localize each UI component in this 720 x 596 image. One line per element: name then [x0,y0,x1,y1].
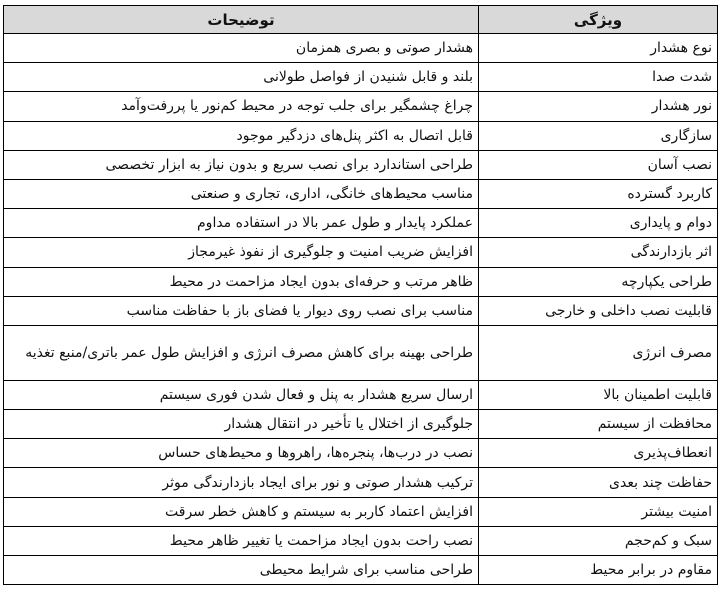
feature-cell[interactable]: امنیت بیشتر [479,497,718,526]
table-row [4,468,718,497]
feature-cell[interactable]: کاربرد گسترده [479,179,718,208]
table-row [4,209,718,238]
table-row [4,150,718,179]
description-cell[interactable]: چراغ چشمگیر برای جلب توجه در محیط کم‌نور یا پررفت‌وآمد [4,92,479,121]
description-cell[interactable]: افزایش اعتماد کاربر به سیستم و کاهش خطر سرقت [4,497,479,526]
description-cell[interactable]: قابل اتصال به اکثر پنل‌های دزدگیر موجود [4,121,479,150]
table-row [4,410,718,439]
table-row [4,497,718,526]
description-cell[interactable]: مناسب محیط‌های خانگی، اداری، تجاری و صنعتی [4,179,479,208]
table-row [4,296,718,325]
feature-cell[interactable]: شدت صدا [479,63,718,92]
table-row [4,380,718,409]
description-cell[interactable]: ترکیب هشدار صوتی و نور برای ایجاد بازدارندگی موثر [4,468,479,497]
description-cell[interactable]: جلوگیری از اختلال یا تأخیر در انتقال هشدار [4,410,479,439]
feature-cell[interactable]: دوام و پایداری [479,209,718,238]
table-row [4,34,718,63]
table-row [4,92,718,121]
description-cell[interactable]: ارسال سریع هشدار به پنل و فعال شدن فوری سیستم [4,380,479,409]
feature-cell[interactable]: طراحی یکپارچه [479,267,718,296]
description-cell[interactable]: نصب راحت بدون ایجاد مزاحمت یا تغییر ظاهر محیط [4,526,479,555]
description-cell[interactable]: بلند و قابل شنیدن از فواصل طولانی [4,63,479,92]
feature-cell[interactable]: مصرف انرژی [479,325,718,380]
feature-cell[interactable]: نصب آسان [479,150,718,179]
features-table [3,5,718,585]
feature-cell[interactable]: انعطاف‌پذیری [479,439,718,468]
feature-cell[interactable]: قابلیت اطمینان بالا [479,380,718,409]
description-cell[interactable]: طراحی بهینه برای کاهش مصرف انرژی و افزایش طول عمر باتری/منبع تغذیه [4,325,479,380]
description-cell[interactable]: ظاهر مرتب و حرفه‌ای بدون ایجاد مزاحمت در محیط [4,267,479,296]
header-description: توضیحات [4,6,479,34]
table-header-row [4,6,718,34]
table-row [4,325,718,380]
feature-cell[interactable]: حفاظت چند بعدی [479,468,718,497]
table-row [4,179,718,208]
description-cell[interactable]: افزایش ضریب امنیت و جلوگیری از نفوذ غیرمجاز [4,238,479,267]
feature-cell[interactable]: قابلیت نصب داخلی و خارجی [479,296,718,325]
table-row [4,556,718,585]
description-cell[interactable]: مناسب برای نصب روی دیوار یا فضای باز با حفاظت مناسب [4,296,479,325]
feature-cell[interactable]: محافظت از سیستم [479,410,718,439]
table-row [4,63,718,92]
feature-cell[interactable]: نوع هشدار [479,34,718,63]
feature-cell[interactable]: اثر بازدارندگی [479,238,718,267]
feature-cell[interactable]: مقاوم در برابر محیط [479,556,718,585]
table-row [4,121,718,150]
feature-cell[interactable]: نور هشدار [479,92,718,121]
description-cell[interactable]: هشدار صوتی و بصری همزمان [4,34,479,63]
feature-cell[interactable]: سازگاری [479,121,718,150]
description-cell[interactable]: طراحی استاندارد برای نصب سریع و بدون نیاز به ابزار تخصصی [4,150,479,179]
table-row [4,526,718,555]
table-row [4,267,718,296]
description-cell[interactable]: عملکرد پایدار و طول عمر بالا در استفاده مداوم [4,209,479,238]
table-row [4,439,718,468]
description-cell[interactable]: نصب در درب‌ها، پنجره‌ها، راهروها و محیط‌های حساس [4,439,479,468]
description-cell[interactable]: طراحی مناسب برای شرایط محیطی [4,556,479,585]
header-feature: ویژگی [479,6,718,34]
feature-cell[interactable]: سبک و کم‌حجم [479,526,718,555]
table-row [4,238,718,267]
